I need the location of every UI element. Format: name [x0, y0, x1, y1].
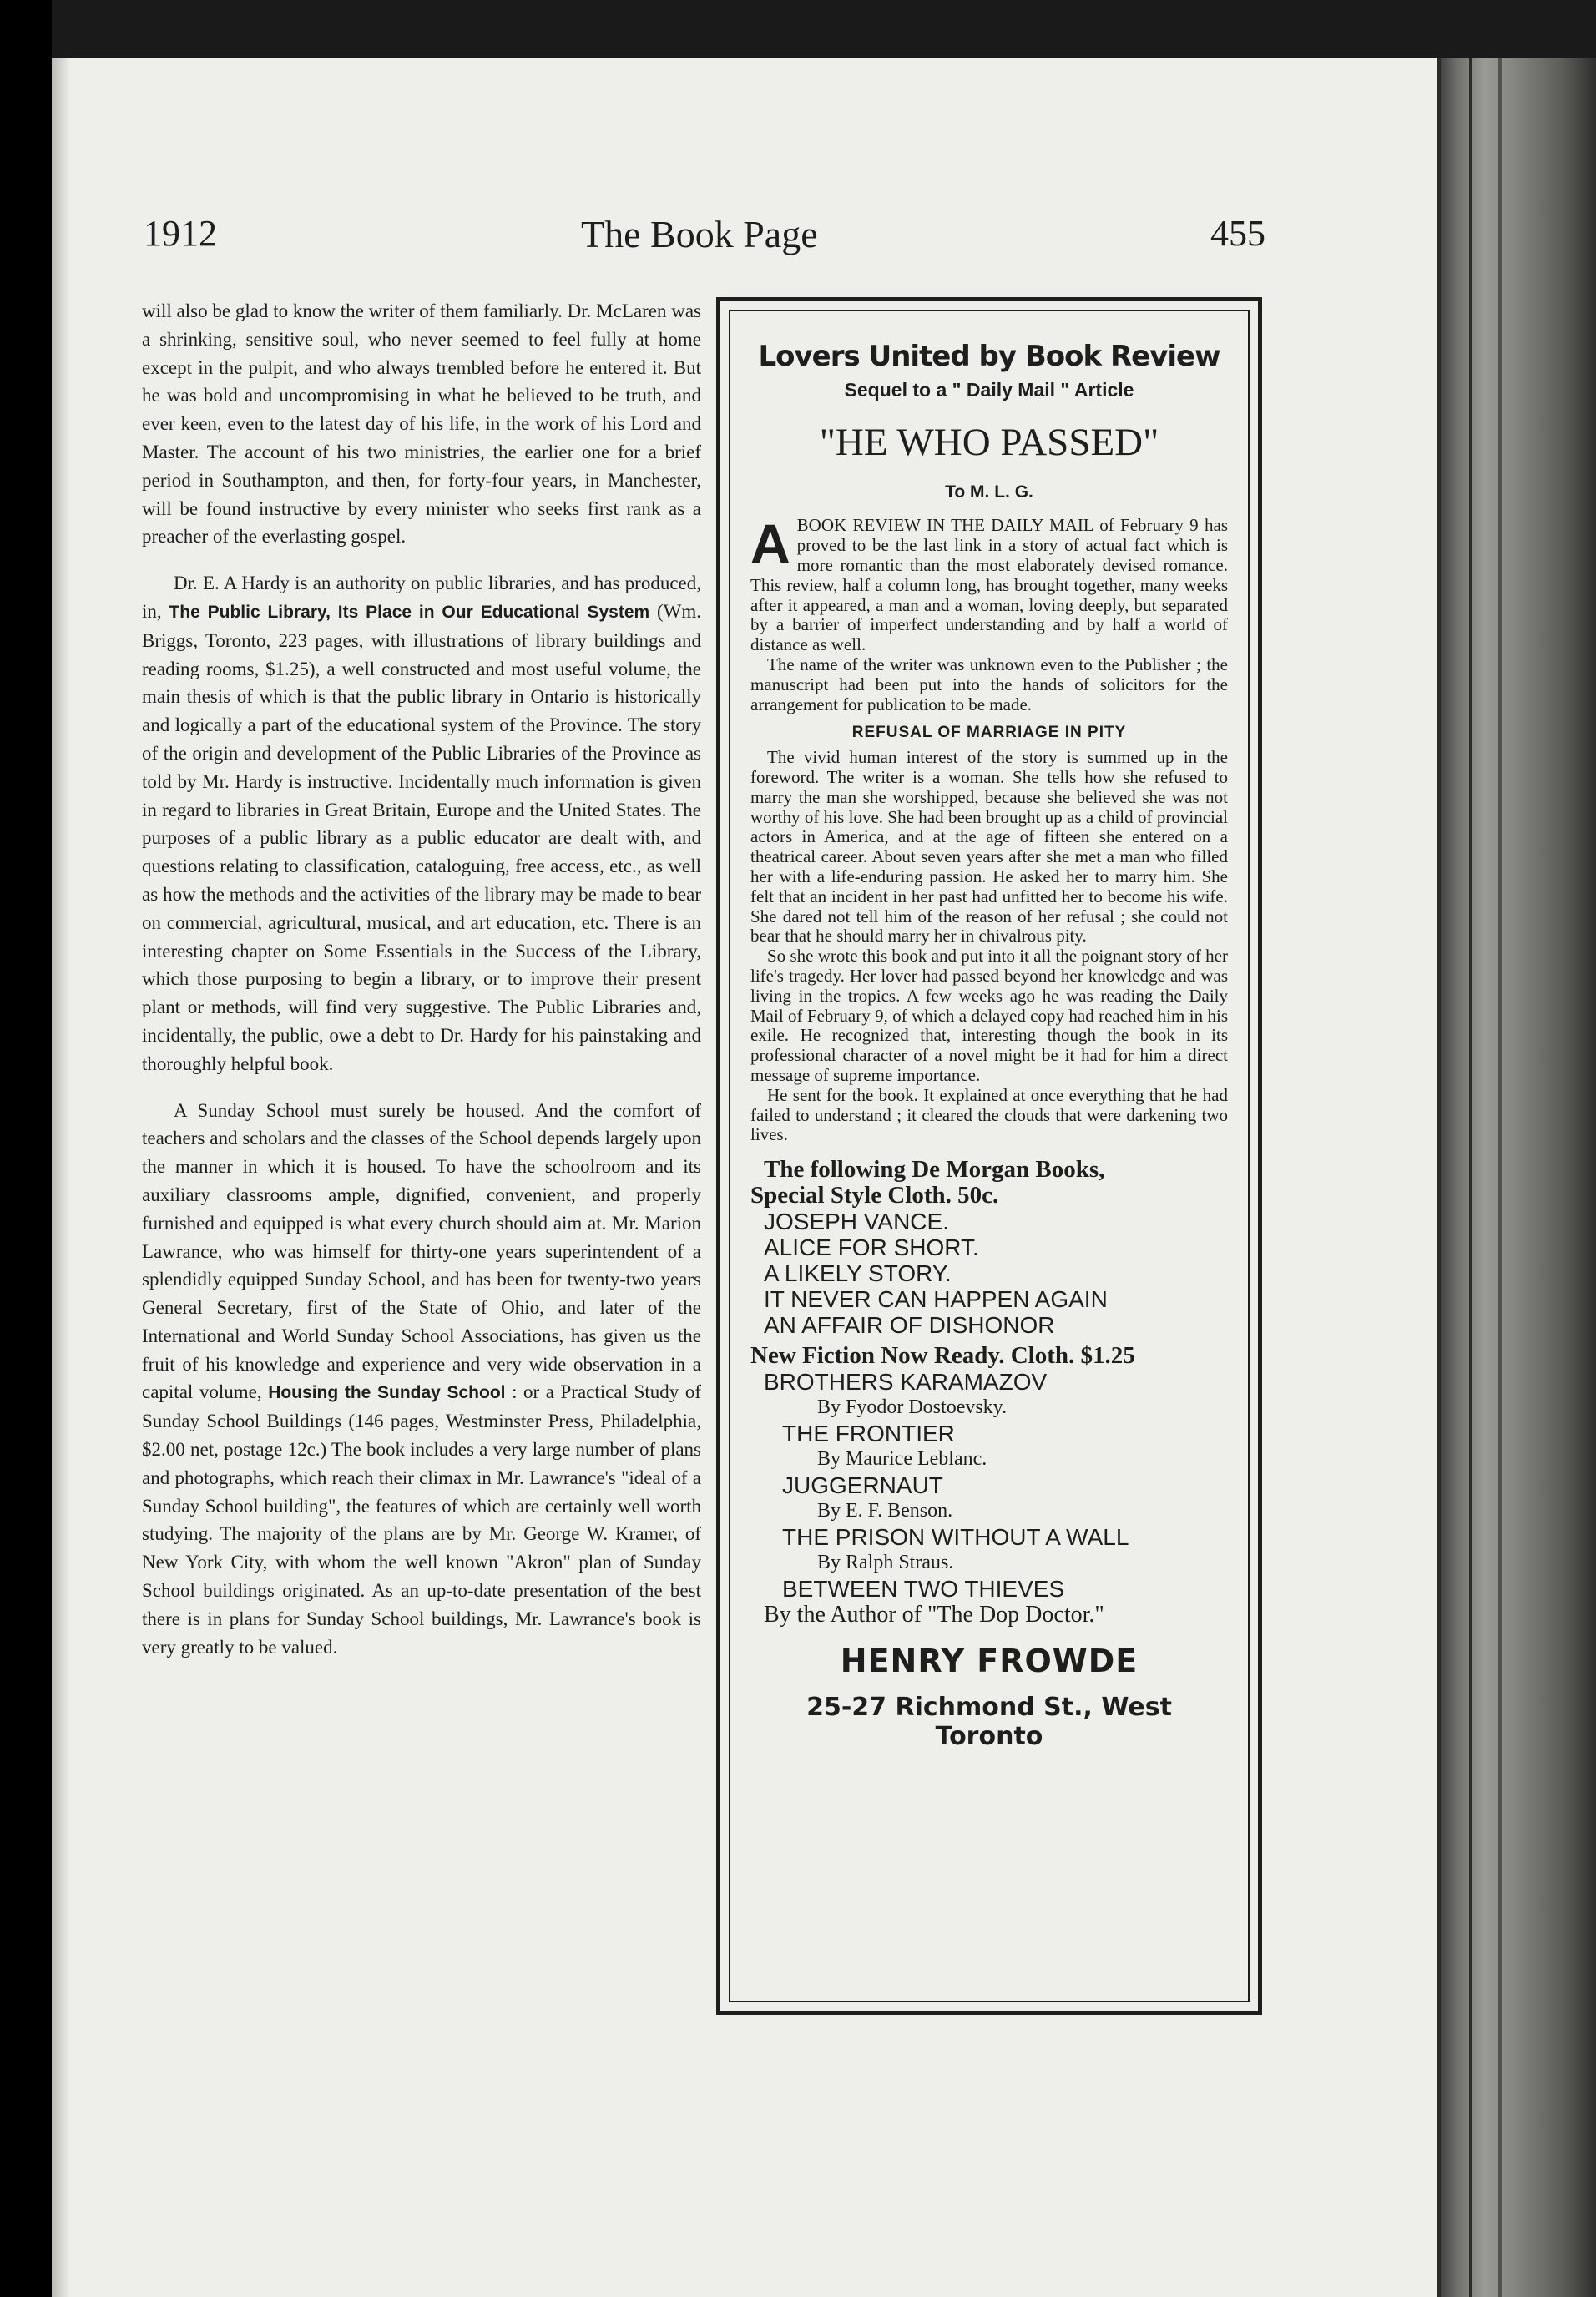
- scan-left-edge: [0, 0, 52, 2297]
- ad-headline: Lovers United by Book Review: [758, 340, 1220, 373]
- publisher-address: 25-27 Richmond St., West Toronto: [806, 1693, 1172, 1752]
- paragraph-text: (Wm. Briggs, Toronto, 223 pages, with illustrations of library buildings and reading rooms, $1.25), a well constructed and most useful volume, the main thesis of which is that the public library in Ontario is historically and logically a part of the educational system of the Province. The story of the origin and development of the Public Libraries of the Province as told by Mr. Hardy is instructive. Incidentally much information is given in regard to libraries in Great Britain, Europe and the United States. The purposes of a public library as a public educator are dealt with, and questions relating to classification, cataloguing, free access, etc., as well as how the methods and the activities of the library may be made to bear on commercial, agricultural, musical, and art education, etc. There is an interesting chapter on Some Essentials in the Success of the Library, which those purposing to begin a library, or to improve their present plant or methods, will find very suggestive. The Public Libraries and, incidentally, the public, owe a debt to Dr. Hardy for his painstaking and thoroughly helpful book.: [142, 600, 701, 1074]
- book-author: By E. F. Benson.: [817, 1500, 953, 1522]
- book-title: THE FRONTIER: [782, 1421, 955, 1447]
- book-title: BROTHERS KARAMAZOV: [764, 1369, 1048, 1396]
- book-author: By Ralph Straus.: [817, 1552, 954, 1574]
- book-title: AN AFFAIR OF DISHONOR: [764, 1312, 1055, 1339]
- article-paragraph: He sent for the book. It explained at once everything that he had failed to understand ; it cleared the clouds that were darkening two lives.: [750, 1084, 1228, 1145]
- book-title: JOSEPH VANCE.: [764, 1209, 949, 1235]
- book-title: THE PRISON WITHOUT A WALL: [782, 1524, 1129, 1551]
- book-list: [750, 1157, 1228, 1628]
- page-edge-line: [1469, 58, 1472, 2297]
- ad-book-title: "HE WHO PASSED": [819, 420, 1159, 464]
- book-author: By Maurice Leblanc.: [817, 1448, 987, 1471]
- article-paragraph: The vivid human interest of the story is summed up in the foreword. The writer is a woman. She tells how she refused to marry the man she worshipped, because she believed she was not worthy of his love. She had been brought up as a child of provincial actors in America, and at the age of fifteen she entered on a theatrical career. About seven years after she met a man who filled her with a life-enduring passion. He asked her to marry him. She felt that an incident in her past had unfitted her to become his wife. She dared not tell him of the reason of her refusal ; she could not bear that he should marry her in chivalrous pity.: [750, 747, 1228, 947]
- running-head-year: 1912: [144, 213, 217, 254]
- de-morgan-intro: The following De Morgan Books,: [764, 1156, 1105, 1184]
- article-paragraph: [750, 512, 1228, 655]
- drop-cap: A: [750, 512, 790, 575]
- paragraph-hardy: [142, 569, 701, 1078]
- book-title: Housing the Sunday School: [268, 1383, 506, 1403]
- book-author: By the Author of "The Dop Doctor.": [764, 1602, 1104, 1628]
- article-subheading: REFUSAL OF MARRIAGE IN PITY: [851, 724, 1127, 742]
- book-title: A LIKELY STORY.: [764, 1260, 952, 1287]
- paragraph-text: Dr. E. A Hardy is an authority on public libraries, and has produced, in,: [142, 573, 701, 622]
- paragraph-text: A Sunday School must surely be housed. And the comfort of teachers and scholars and the classes of the School depends largely upon the manner in which it is housed. To have the schoolroom and its auxiliary classrooms ample, dignified, convenient, and properly furnished and equipped is what every church should aim at. Mr. Marion Lawrance, who was himself for thirty-one years superintendent of a splendidly equipped Sunday School, and has been for twenty-two years General Secretary, first of the State of Ohio, and later of the International and World Sunday School Associations, has given us the fruit of his knowledge and experience and very wide observation in a capital volume,: [142, 1099, 701, 1403]
- book-title: The Public Library, Its Place in Our Educational System: [169, 602, 650, 622]
- paragraph-maclaren: will also be glad to know the writer of them familiarly. Dr. McLaren was a shrinking, sensitive soul, who never seemed to feel fully at home except in the pulpit, and who always trembled before he entered it. But he was bold and uncompromising in what he believed to be truth, and ever keen, even to the latest day of his life, in the work of his Lord and Master. The account of his two ministries, the earlier one for a brief period in Southampton, and then, for forty-four years, in Manchester, will be found instructive by every minister who seeks first rank as a preacher of the everlasting gospel.: [142, 300, 701, 548]
- de-morgan-price: Special Style Cloth. 50c.: [750, 1182, 999, 1209]
- advertisement-inner-border: [729, 310, 1250, 2002]
- book-title: ALICE FOR SHORT.: [764, 1234, 979, 1261]
- gutter-shadow: [52, 58, 70, 2297]
- article-paragraph: So she wrote this book and put into it all the poignant story of her life's tragedy. Her lover had passed beyond her knowledge and was living in the tropics. A few weeks ago he was reading the Daily Mail of February 9, of which a delayed copy had reached him in his exile. He recognized that, interesting though the book in its professional character of a novel might be it had for him a direct message of supreme importance.: [750, 946, 1228, 1085]
- article-paragraph: The name of the writer was unknown even to the Publisher ; the manuscript had been put into the hands of solicitors for the arrangement for publication to be made.: [750, 654, 1228, 714]
- page-number: 455: [1210, 213, 1265, 254]
- ad-subheadline: Sequel to a " Daily Mail " Article: [844, 378, 1134, 401]
- page-edge-line: [1498, 58, 1502, 2297]
- book-title: IT NEVER CAN HAPPEN AGAIN: [764, 1286, 1108, 1313]
- book-title: JUGGERNAUT: [782, 1472, 943, 1499]
- ad-article: [750, 512, 1228, 1145]
- book-title: BETWEEN TWO THIEVES: [782, 1576, 1065, 1603]
- running-head-title: The Book Page: [581, 213, 818, 255]
- paragraph-text: BOOK REVIEW IN THE DAILY MAIL of February 9 has proved to be the last link in a story of actual fact which is more romantic than the most elaborately devised romance. This review, half a column long, has brought together, many weeks after it appeared, a man and a woman, loving deeply, but separated by a barrier of imperfect understanding and by half a world of distance as well.: [750, 515, 1228, 655]
- new-fiction-intro: New Fiction Now Ready. Cloth. $1.25: [750, 1342, 1135, 1370]
- publisher-name: HENRY FROWDE: [840, 1643, 1139, 1680]
- book-edge: [1437, 58, 1596, 2297]
- ad-dedication: To M. L. G.: [945, 482, 1033, 502]
- advertisement-box: [716, 297, 1262, 2015]
- paragraph-text: : or a Practical Study of Sunday School Buildings (146 pages, Westminster Press, Philadelphia, $2.00 net, postage 12c.) The book includes a very large number of plans and photographs, which reach their climax in Mr. Lawrance's "ideal of a Sunday School building", the features of which are certainly well worth studying. The majority of the plans are by Mr. George W. Kramer, of New York City, with whom the well known "Akron" plan of Sunday School buildings originated. As an up-to-date presentation of the best there is in plans for Sunday School buildings, Mr. Lawrance's book is very greatly to be valued.: [142, 1381, 701, 1658]
- book-author: By Fyodor Dostoevsky.: [817, 1396, 1008, 1419]
- page-edge-line: [1437, 58, 1441, 2297]
- paragraph-sunday-school: [142, 1097, 701, 1662]
- left-column: [142, 297, 701, 1679]
